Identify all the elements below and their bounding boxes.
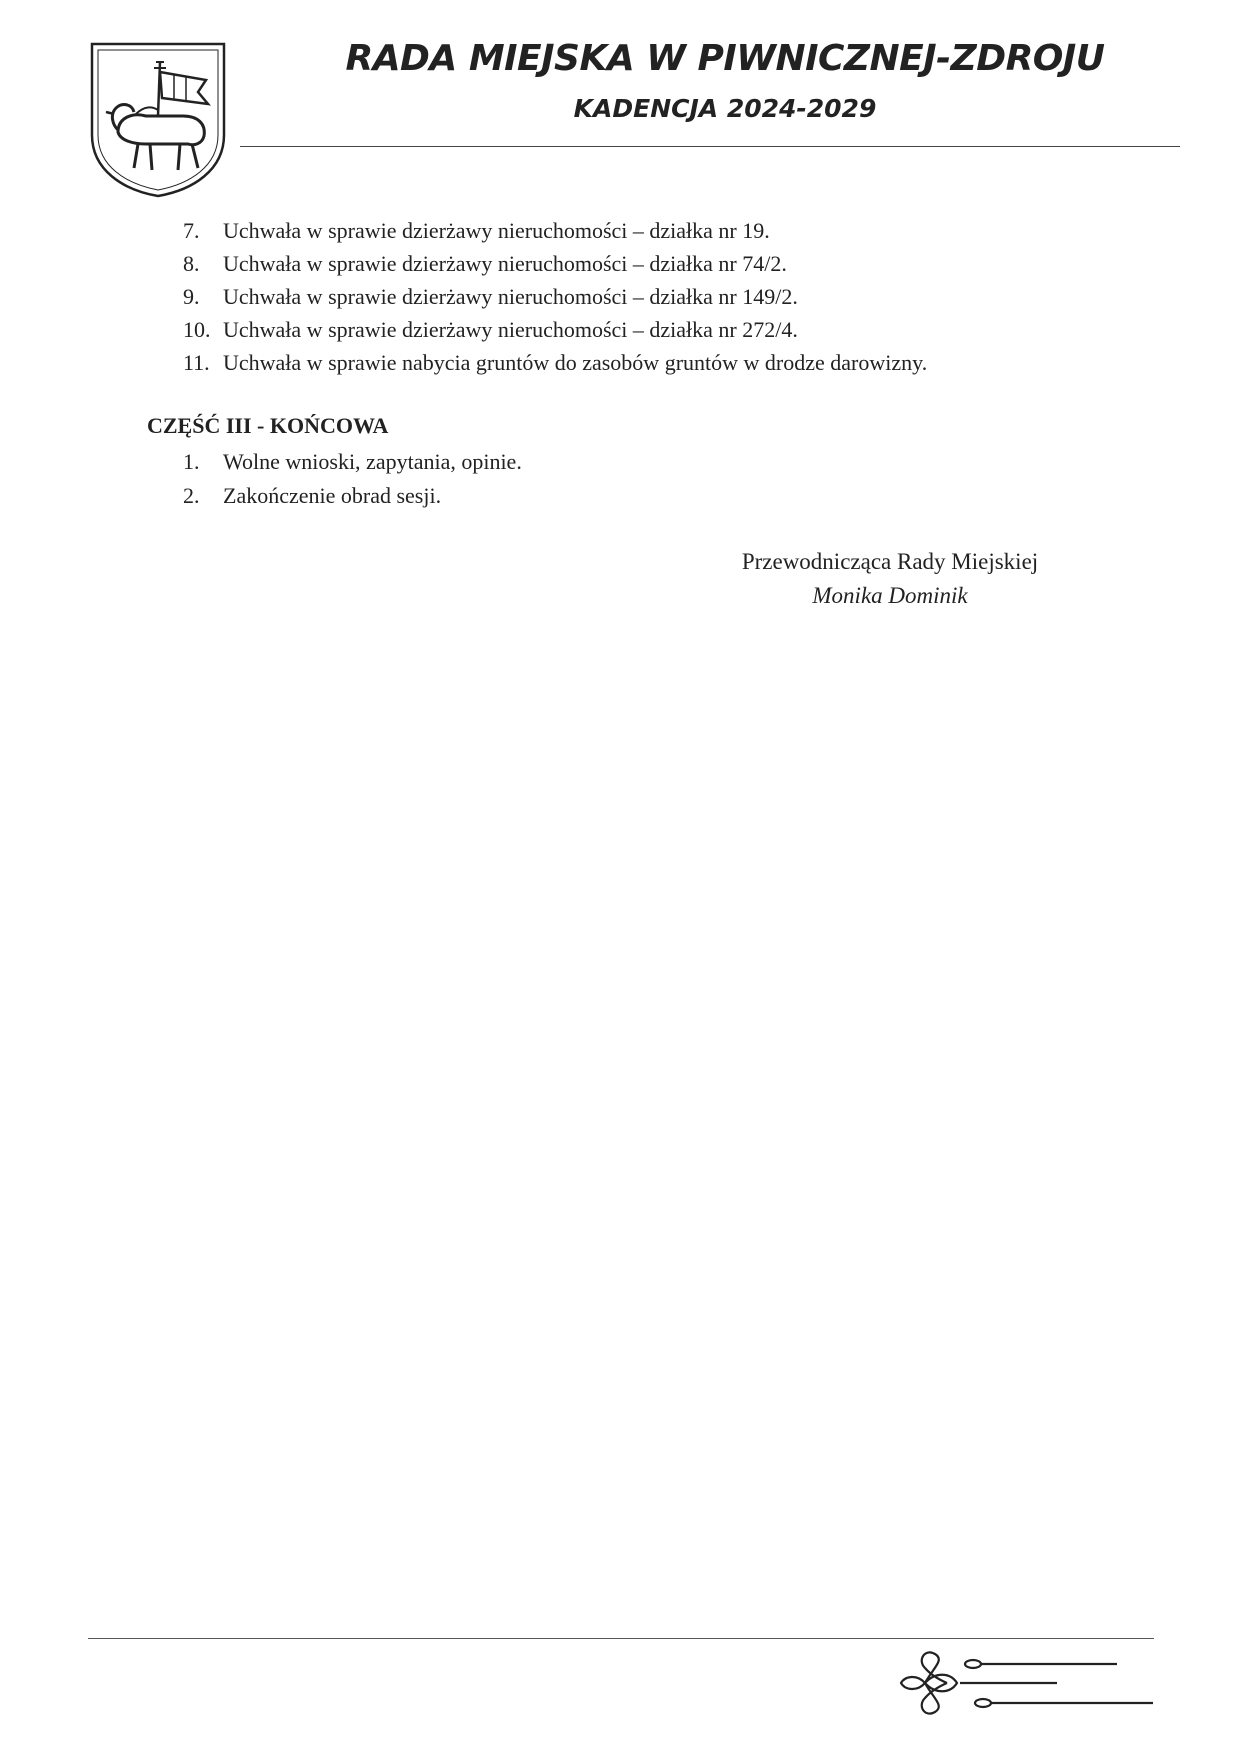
agenda-item-text: Uchwała w sprawie dzierżawy nieruchomości – działka nr 149/2. [223,284,798,309]
document-subtitle: KADENCJA 2024-2029 [573,94,877,123]
decorative-knot-icon [895,1648,1185,1718]
signature-name: Monika Dominik [812,583,968,608]
agenda-item-text: Uchwała w sprawie dzierżawy nieruchomości – działka nr 74/2. [223,251,787,276]
agenda-item-number: 9. [183,284,200,309]
closing-item [183,479,522,513]
signature-role: Przewodnicząca Rady Miejskiej [741,549,1039,574]
document-title: RADA MIEJSKA W PIWNICZNEJ-ZDROJU [345,38,1105,79]
section-heading: CZĘŚĆ III - KOŃCOWA [147,413,389,438]
agenda-item [183,346,927,379]
footer-divider [88,1638,1154,1639]
agenda-item [183,280,927,313]
closing-item-number: 1. [183,449,200,474]
closing-item-text: Wolne wnioski, zapytania, opinie. [223,449,522,474]
agenda-item-number: 11. [183,350,210,375]
agenda-item [183,313,927,346]
agenda-item-number: 7. [183,218,200,243]
signature-block [690,545,1090,613]
closing-list [183,445,522,513]
agenda-list [183,214,927,379]
closing-item-text: Zakończenie obrad sesji. [223,483,442,508]
coat-of-arms-icon [88,40,228,200]
agenda-item [183,247,927,280]
agenda-item-text: Uchwała w sprawie nabycia gruntów do zasobów gruntów w drodze darowizny. [223,350,928,375]
closing-item [183,445,522,479]
agenda-item-text: Uchwała w sprawie dzierżawy nieruchomości – działka nr 19. [223,218,770,243]
agenda-item [183,214,927,247]
agenda-item-number: 10. [183,317,211,342]
agenda-item-number: 8. [183,251,200,276]
header-divider [240,146,1180,147]
agenda-item-text: Uchwała w sprawie dzierżawy nieruchomości – działka nr 272/4. [223,317,798,342]
closing-item-number: 2. [183,483,200,508]
